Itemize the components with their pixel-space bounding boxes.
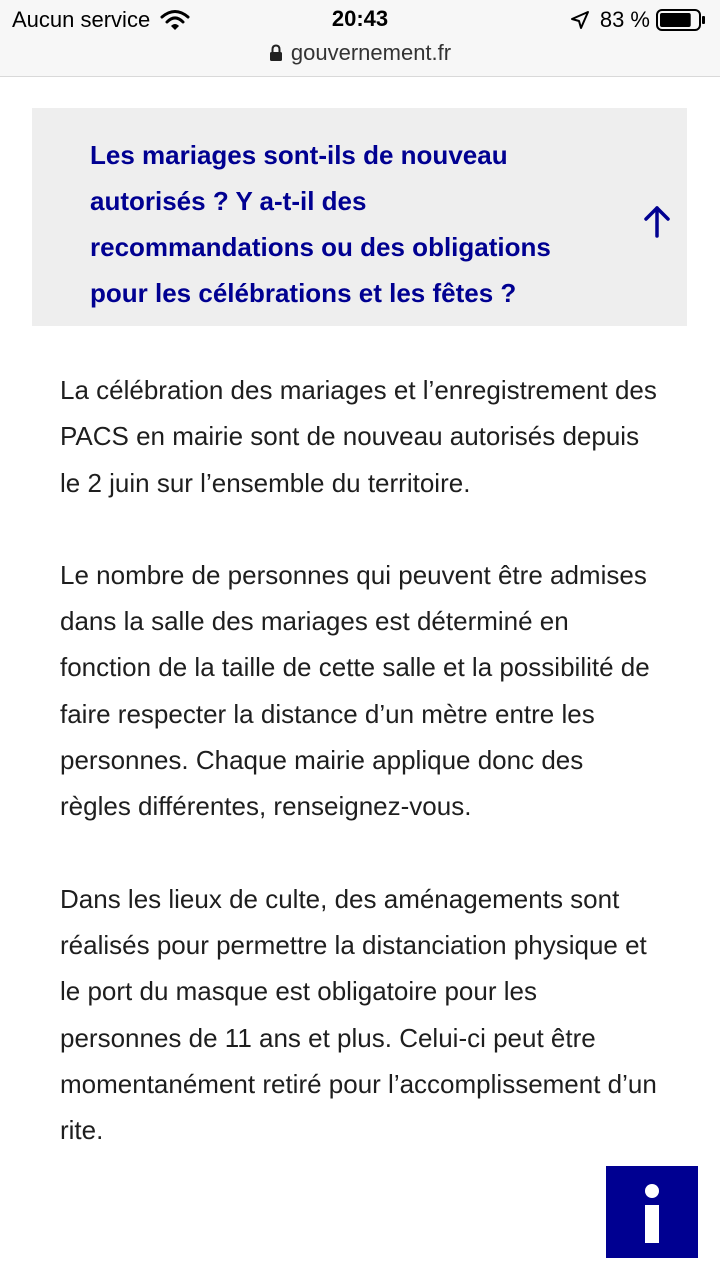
answer-paragraph-2: Le nombre de personnes qui peuvent être admises dans la salle des mariages est déterminé en fonction de la taille de cette salle et la possibilité de faire respecter la distance d’un mètre entre les personnes. Chaque mairie applique donc des règles différentes, renseignez-vous. — [60, 559, 650, 822]
faq-answer — [60, 367, 660, 1199]
lock-icon — [269, 44, 283, 62]
url-display — [269, 40, 451, 66]
battery-percent: 83 % — [599, 7, 650, 32]
info-button[interactable] — [606, 1166, 698, 1258]
status-bar — [0, 0, 720, 40]
url-text: gouvernement.fr — [290, 40, 452, 65]
arrow-up-icon[interactable] — [642, 204, 672, 238]
url-bar[interactable] — [0, 40, 720, 77]
faq-accordion-header[interactable] — [32, 108, 687, 326]
faq-question: Les mariages sont-ils de nouveau autorisés ? Y a-t-il des recommandations ou des obligations pour les célébrations et les fêtes ? — [90, 140, 551, 308]
answer-paragraph-1: La célébration des mariages et l’enregistrement des PACS en mairie sont de nouveau autorisés depuis le 2 juin sur l’ensemble du territoire. — [60, 375, 657, 498]
clock: 20:43 — [331, 6, 389, 31]
location-icon — [570, 10, 590, 30]
battery-icon — [656, 9, 706, 31]
info-icon — [606, 1166, 698, 1258]
status-right-group — [570, 7, 706, 33]
answer-paragraph-3: Dans les lieux de culte, des aménagements sont réalisés pour permettre la distanciation physique et le port du masque est obligatoire pour les personnes de 11 ans et plus. Celui-ci peut être momentanément retiré pour l’accomplissement d’un rite. — [60, 883, 657, 1146]
carrier-label: Aucun service — [12, 7, 151, 32]
